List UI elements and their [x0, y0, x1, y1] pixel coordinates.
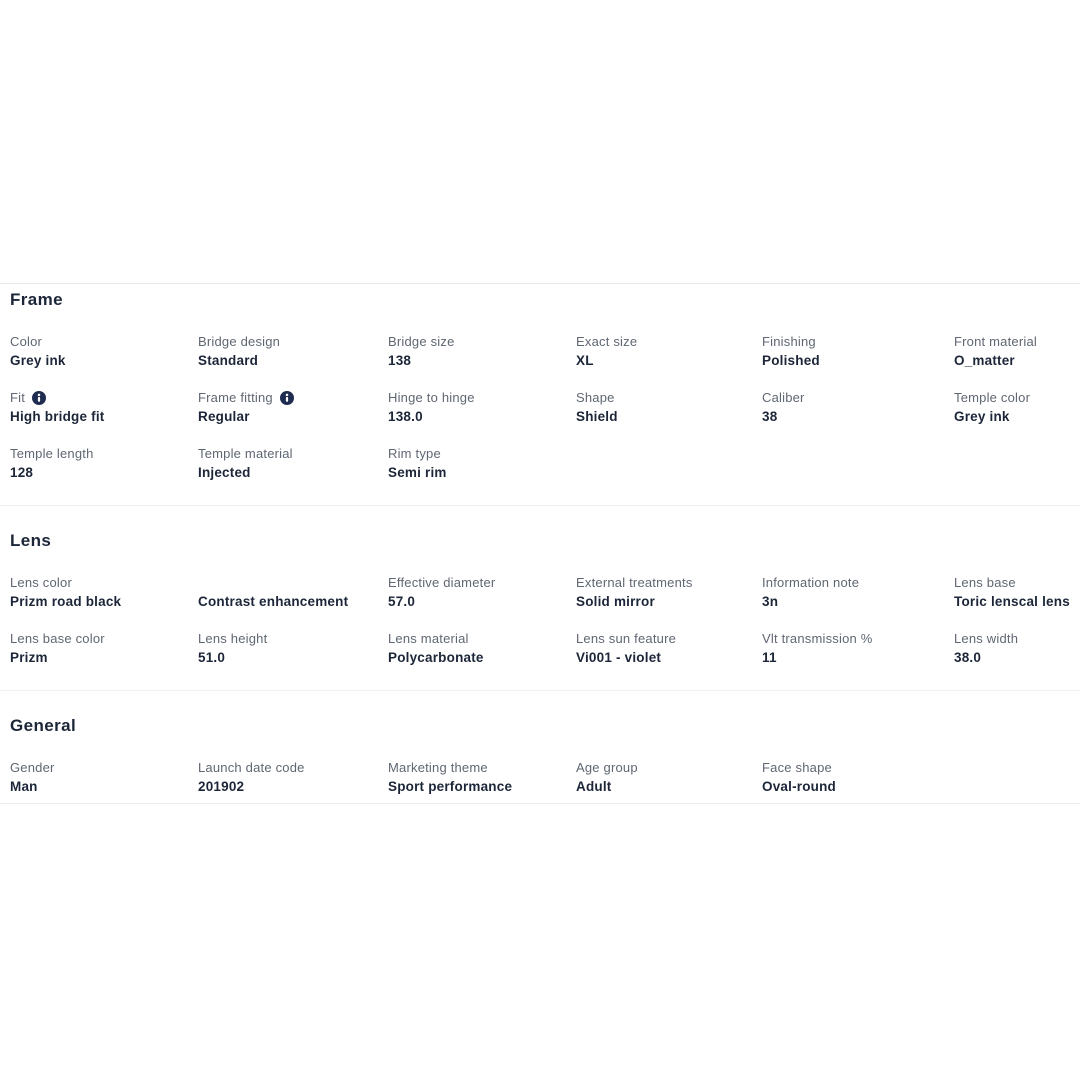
field-label-row	[388, 446, 576, 462]
field-label-row	[576, 631, 762, 647]
spec-field	[762, 334, 954, 369]
field-value: Oval-round	[762, 779, 837, 794]
field-value: 3n	[762, 594, 779, 609]
field-label-row	[576, 575, 762, 591]
field-label-row	[954, 334, 1068, 350]
spec-field	[10, 575, 198, 610]
field-value: High bridge fit	[10, 409, 105, 424]
field-label-row	[388, 631, 576, 647]
field-value: 38.0	[954, 650, 982, 665]
field-label: Lens width	[954, 631, 1019, 646]
section-fields	[10, 760, 1068, 795]
spec-field	[576, 631, 762, 666]
spec-field	[388, 390, 576, 425]
field-label-row	[198, 631, 388, 647]
field-label: Vlt transmission %	[762, 631, 873, 646]
field-value: Prizm road black	[10, 594, 122, 609]
spec-field	[954, 575, 1068, 610]
field-label: Launch date code	[198, 760, 305, 775]
field-value: 38	[762, 409, 778, 424]
spec-field	[10, 760, 198, 795]
spec-field	[198, 334, 388, 369]
field-value: XL	[576, 353, 594, 368]
field-label: Lens height	[198, 631, 268, 646]
field-label: Bridge design	[198, 334, 281, 349]
section-title: Frame	[10, 290, 64, 309]
field-label-row	[10, 575, 198, 591]
field-label: Lens base	[954, 575, 1016, 590]
field-label-row	[198, 760, 388, 776]
field-value: Polished	[762, 353, 820, 368]
field-label: Lens color	[10, 575, 72, 590]
field-label: Lens sun feature	[576, 631, 677, 646]
spec-field	[10, 334, 198, 369]
field-label: Gender	[10, 760, 55, 775]
field-value: 51.0	[198, 650, 226, 665]
field-label: Front material	[954, 334, 1037, 349]
field-label-row	[10, 446, 198, 462]
field-value: Injected	[198, 465, 251, 480]
spec-field	[198, 760, 388, 795]
field-label: Face shape	[762, 760, 832, 775]
spec-field	[198, 446, 388, 481]
field-label: Hinge to hinge	[388, 390, 475, 405]
spec-section	[0, 284, 1080, 505]
field-label: Information note	[762, 575, 860, 590]
field-value: Solid mirror	[576, 594, 655, 609]
field-label: Rim type	[388, 446, 441, 461]
field-value: Adult	[576, 779, 612, 794]
field-label-row	[198, 575, 388, 591]
field-label-row	[762, 575, 954, 591]
spec-section	[0, 505, 1080, 690]
field-label: Temple material	[198, 446, 293, 461]
field-label: Lens material	[388, 631, 469, 646]
info-icon[interactable]	[280, 391, 294, 405]
spec-field	[388, 575, 576, 610]
spec-field	[10, 390, 198, 425]
field-value: Semi rim	[388, 465, 447, 480]
spec-field	[388, 446, 576, 481]
field-label-row	[576, 334, 762, 350]
field-value: Man	[10, 779, 38, 794]
field-label: External treatments	[576, 575, 693, 590]
spec-field	[762, 631, 954, 666]
spec-field	[762, 760, 954, 795]
spec-field	[762, 390, 954, 425]
spec-field	[954, 390, 1068, 425]
field-value: 138	[388, 353, 412, 368]
field-label: Lens base color	[10, 631, 105, 646]
info-icon[interactable]	[32, 391, 46, 405]
spec-field	[10, 446, 198, 481]
spec-field	[954, 334, 1068, 369]
section-fields	[10, 575, 1068, 666]
field-label-row	[10, 760, 198, 776]
field-label-row	[762, 390, 954, 406]
field-label-row	[954, 390, 1068, 406]
field-value: Vi001 - violet	[576, 650, 662, 665]
spec-section	[0, 690, 1080, 804]
field-label: Fit	[10, 390, 26, 405]
spec-sections	[0, 283, 1080, 804]
field-value: Regular	[198, 409, 250, 424]
field-label: Exact size	[576, 334, 638, 349]
field-label-row	[762, 334, 954, 350]
field-label-row	[762, 760, 954, 776]
field-label-row	[388, 760, 576, 776]
field-label-row	[576, 760, 762, 776]
spec-field	[388, 334, 576, 369]
field-value: Polycarbonate	[388, 650, 484, 665]
field-value: Shield	[576, 409, 618, 424]
product-specifications-page	[0, 283, 1080, 1080]
field-label-row	[10, 334, 198, 350]
spec-field	[762, 575, 954, 610]
spec-field	[10, 631, 198, 666]
field-value: Contrast enhancement	[198, 594, 349, 609]
field-value: 138.0	[388, 409, 423, 424]
field-label: Finishing	[762, 334, 816, 349]
spec-field	[198, 631, 388, 666]
field-label-row	[954, 575, 1068, 591]
field-label: Caliber	[762, 390, 805, 405]
field-label: Effective diameter	[388, 575, 496, 590]
field-label-row	[10, 390, 198, 406]
field-label-row	[388, 334, 576, 350]
field-value: Toric lenscal lens	[954, 594, 1070, 609]
field-label: Frame fitting	[198, 390, 273, 405]
field-label-row	[954, 631, 1068, 647]
field-value: Prizm	[10, 650, 48, 665]
field-value: Grey ink	[954, 409, 1010, 424]
field-value: Sport performance	[388, 779, 513, 794]
field-label: Temple color	[954, 390, 1031, 405]
field-label-row	[388, 575, 576, 591]
field-label: Temple length	[10, 446, 94, 461]
section-title: General	[10, 716, 77, 735]
field-value: Grey ink	[10, 353, 66, 368]
spec-field	[388, 631, 576, 666]
field-label-row	[198, 390, 388, 406]
field-label-row	[762, 631, 954, 647]
spec-field	[388, 760, 576, 795]
spec-field	[198, 575, 388, 610]
field-label: Marketing theme	[388, 760, 488, 775]
field-value: 128	[10, 465, 34, 480]
field-label-row	[198, 334, 388, 350]
section-fields	[10, 334, 1068, 481]
field-label-row	[10, 631, 198, 647]
field-value: Standard	[198, 353, 259, 368]
field-value: 57.0	[388, 594, 416, 609]
spec-field	[576, 760, 762, 795]
spec-field	[576, 334, 762, 369]
spec-field	[954, 631, 1068, 666]
field-label: Bridge size	[388, 334, 455, 349]
field-value: 201902	[198, 779, 245, 794]
field-label: Shape	[576, 390, 615, 405]
field-label: Color	[10, 334, 43, 349]
spec-field	[198, 390, 388, 425]
spec-field	[576, 575, 762, 610]
field-label-row	[576, 390, 762, 406]
field-label: Age group	[576, 760, 638, 775]
section-title: Lens	[10, 531, 52, 550]
field-label-row	[198, 446, 388, 462]
field-value: 11	[762, 650, 777, 665]
field-value: O_matter	[954, 353, 1015, 368]
field-label-row	[388, 390, 576, 406]
spec-field	[576, 390, 762, 425]
